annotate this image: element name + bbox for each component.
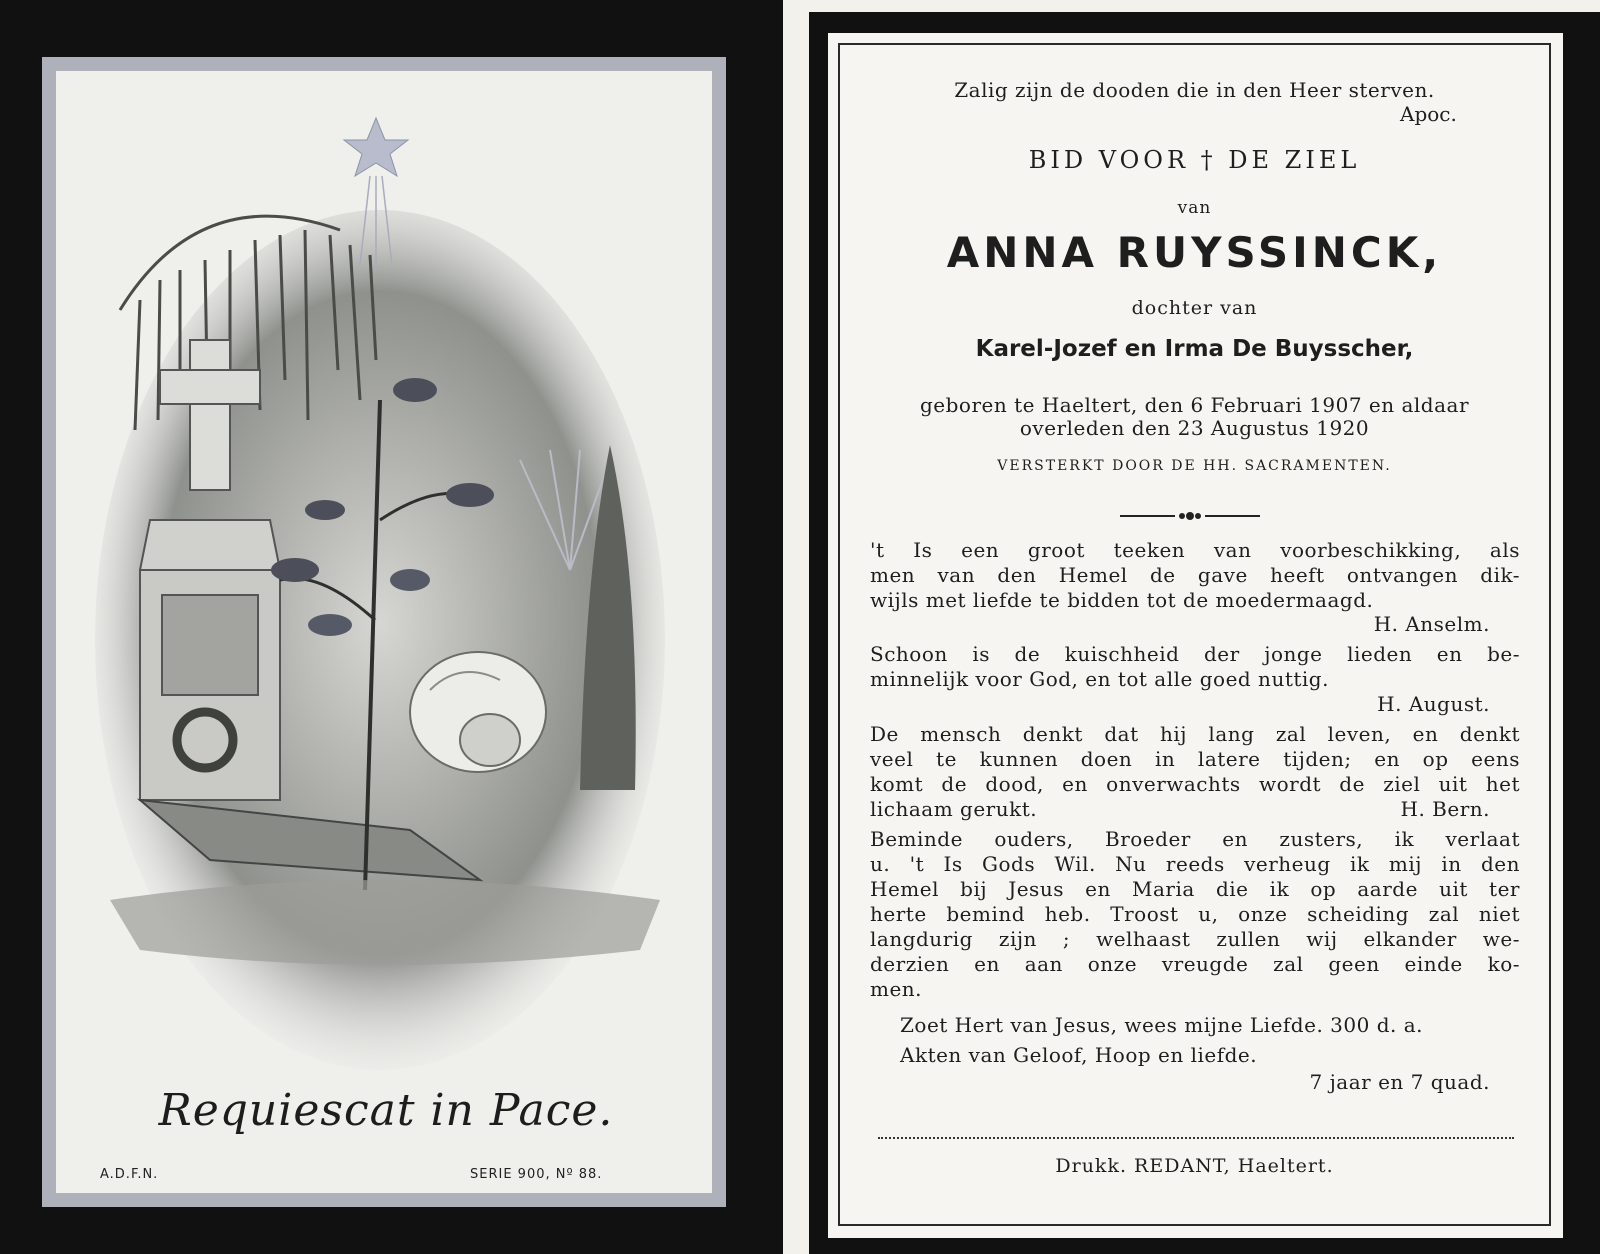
quote-3-line-2: veel te kunnen doen in latere tijden; en op eens bbox=[870, 747, 1520, 771]
farewell-line-4: herte bemind heb. Troost u, onze scheiding zal niet bbox=[870, 902, 1520, 926]
prayer-heading: BID VOOR † DE ZIEL bbox=[1028, 146, 1361, 174]
quote-2-author: H. August. bbox=[1377, 692, 1490, 716]
epigraph: Zalig zijn de dooden die in den Heer sterven. bbox=[954, 78, 1435, 102]
farewell-line-5: langdurig zijn ; welhaast zullen wij elkander we- bbox=[870, 927, 1520, 951]
requiescat-motto: Requiescat in Pace. bbox=[158, 1085, 614, 1136]
publisher-mark: A.D.F.N. bbox=[100, 1167, 159, 1182]
sacraments-line: VERSTERKT DOOR DE HH. SACRAMENTEN. bbox=[997, 458, 1392, 474]
deceased-name: ANNA RUYSSINCK, bbox=[946, 228, 1443, 277]
series-number: SERIE 900, Nº 88. bbox=[470, 1167, 603, 1182]
farewell-line-1: Beminde ouders, Broeder en zusters, ik verlaat bbox=[870, 827, 1520, 851]
parents-names: Karel-Jozef en Irma De Buysscher, bbox=[975, 336, 1414, 362]
indulgence-1: Zoet Hert van Jesus, wees mijne Liefde. 300 d. a. bbox=[900, 1013, 1423, 1037]
quote-1-line-1: 't Is een groot teeken van voorbeschikking, als bbox=[870, 538, 1520, 562]
star-icon bbox=[344, 118, 408, 176]
white-rose bbox=[410, 652, 546, 772]
van-label: van bbox=[1177, 198, 1212, 218]
quote-1-author: H. Anselm. bbox=[1373, 612, 1490, 636]
ornamental-divider bbox=[1120, 510, 1260, 522]
memorial-illustration bbox=[80, 100, 700, 1100]
indulgence-2-value: 7 jaar en 7 quad. bbox=[1309, 1070, 1490, 1094]
quote-3-line-1: De mensch denkt dat hij lang zal leven, en denkt bbox=[870, 722, 1520, 746]
death-line: overleden den 23 Augustus 1920 bbox=[1019, 416, 1370, 440]
daughter-of-label: dochter van bbox=[1131, 297, 1258, 319]
indulgence-2: Akten van Geloof, Hoop en liefde. bbox=[900, 1043, 1258, 1067]
farewell-line-6: derzien en aan onze vreugde zal geen einde ko- bbox=[870, 952, 1520, 976]
quote-1-line-2: men van den Hemel de gave heeft ontvangen dik- bbox=[870, 563, 1520, 587]
quote-2-line-1: Schoon is de kuischheid der jonge lieden en be- bbox=[870, 642, 1520, 666]
dotted-separator bbox=[878, 1137, 1514, 1139]
quote-1-line-3: wijls met liefde te bidden tot de moedermaagd. bbox=[870, 588, 1374, 612]
printer-credit: Drukk. REDANT, Haeltert. bbox=[1055, 1155, 1334, 1177]
quote-2-line-2: minnelijk voor God, en tot alle goed nuttig. bbox=[870, 667, 1329, 691]
quote-3-line-3: komt de dood, en onverwachts wordt de ziel uit het bbox=[870, 772, 1520, 796]
quote-3-author: H. Bern. bbox=[1400, 797, 1490, 821]
farewell-line-3: Hemel bij Jesus en Maria die ik op aarde uit ter bbox=[870, 877, 1520, 901]
farewell-line-7: men. bbox=[870, 977, 923, 1001]
quote-3-line-4: lichaam gerukt. bbox=[870, 797, 1038, 821]
farewell-line-2: u. 't Is Gods Wil. Nu reeds verheug ik mij in den bbox=[870, 852, 1520, 876]
birth-line: geboren te Haeltert, den 6 Februari 1907 en aldaar bbox=[919, 393, 1470, 417]
epigraph-source: Apoc. bbox=[1400, 102, 1457, 126]
